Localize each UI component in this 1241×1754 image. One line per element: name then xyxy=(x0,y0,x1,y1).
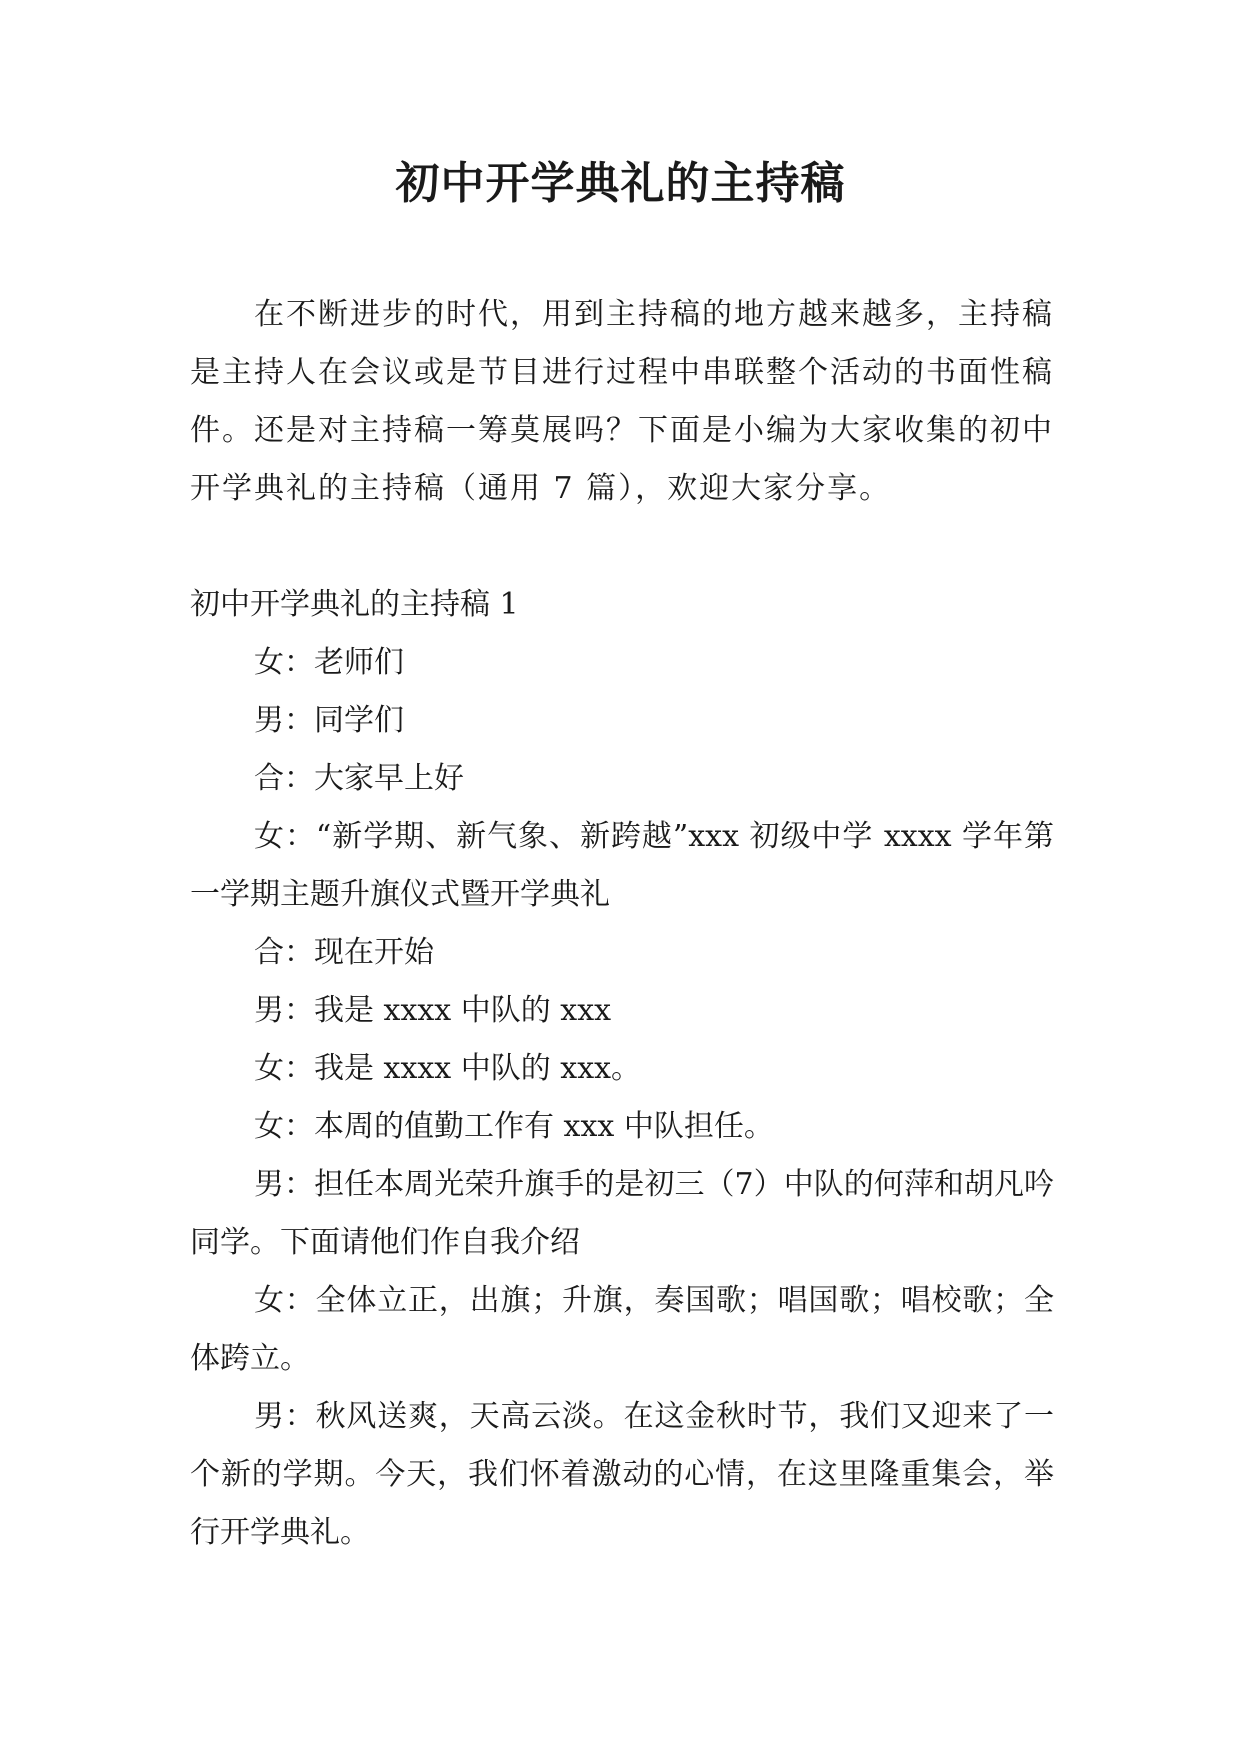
section-heading: 初中开学典礼的主持稿 1 xyxy=(190,587,519,622)
intro-paragraph: 在不断进步的时代，用到主持稿的地方越来越多，主持稿是主持人在会议或是节目进行过程中串联整个活动的书面性稿件。还是对主持稿一筹莫展吗？下面是小编为大家收集的初中开学典礼的主持稿（通用 7 篇），欢迎大家分享。 xyxy=(190,297,1054,506)
document-title: 初中开学典礼的主持稿 xyxy=(395,158,846,209)
dialogue-line: 女：我是 xxxx 中队的 xxx。 xyxy=(254,1051,642,1086)
dialogue-line: 女：“新学期、新气象、新跨越”xxx 初级中学 xxxx 学年第一学期主题升旗仪式暨开学典礼 xyxy=(190,819,1054,912)
dialogue-line: 合：现在开始 xyxy=(254,935,434,970)
dialogue-line: 女：本周的值勤工作有 xxx 中队担任。 xyxy=(254,1109,774,1144)
dialogue-line: 男：担任本周光荣升旗手的是初三（7）中队的何萍和胡凡吟同学。下面请他们作自我介绍 xyxy=(190,1167,1054,1260)
dialogue-line: 男：我是 xxxx 中队的 xxx xyxy=(254,993,612,1028)
dialogue-line: 女：老师们 xyxy=(254,645,404,680)
document-body xyxy=(190,286,1054,1562)
dialogue-line: 男：秋风送爽，天高云淡。在这金秋时节，我们又迎来了一个新的学期。今天，我们怀着激动的心情，在这里隆重集会，举行开学典礼。 xyxy=(190,1399,1054,1550)
dialogue-line: 男：同学们 xyxy=(254,703,404,738)
dialogue-line: 合：大家早上好 xyxy=(254,761,464,796)
dialogue-line: 女：全体立正，出旗；升旗，奏国歌；唱国歌；唱校歌；全体跨立。 xyxy=(190,1283,1054,1376)
